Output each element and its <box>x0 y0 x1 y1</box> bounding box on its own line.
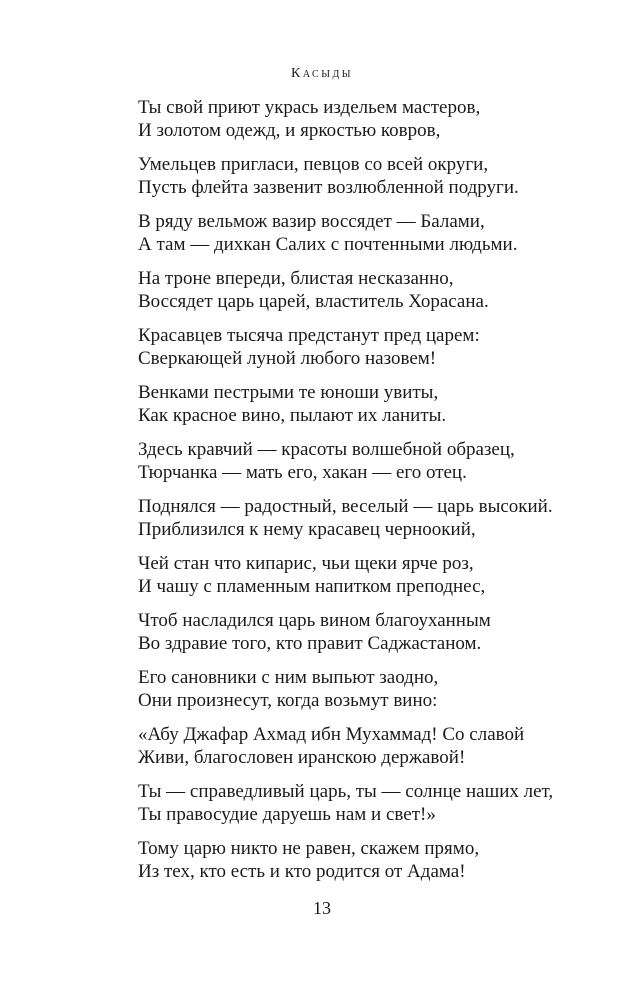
stanza <box>138 381 618 438</box>
page-number: 13 <box>313 898 331 918</box>
stanza <box>138 438 618 495</box>
verse-line: А там — дихкан Салих с почтенными людьми. <box>138 234 518 255</box>
stanza <box>138 267 618 324</box>
stanza <box>138 837 618 894</box>
verse-line: Чей стан что кипарис, чьи щеки ярче роз, <box>138 553 474 574</box>
verse-line: Приблизился к нему красавец черноокий, <box>138 519 476 540</box>
verse-line: И чашу с пламенным напитком преподнес, <box>138 576 486 597</box>
stanza <box>138 723 618 780</box>
verse-line: Во здравие того, кто правит Саджастаном. <box>138 633 482 654</box>
stanza <box>138 153 618 210</box>
poem-text <box>138 96 618 894</box>
verse-line: Поднялся — радостный, веселый — царь высокий. <box>138 496 553 517</box>
stanza <box>138 495 618 552</box>
verse-line: Здесь кравчий — красоты волшебной образец, <box>138 439 515 460</box>
verse-line: Как красное вино, пылают их ланиты. <box>138 405 447 426</box>
verse-line: Из тех, кто есть и кто родится от Адама! <box>138 861 466 882</box>
verse-line: Венками пестрыми те юноши увиты, <box>138 382 439 403</box>
verse-line: Ты свой приют укрась издельем мастеров, <box>138 97 481 118</box>
verse-line: Сверкающей луной любого назовем! <box>138 348 437 369</box>
verse-line: Воссядет царь царей, властитель Хорасана. <box>138 291 489 312</box>
stanza <box>138 552 618 609</box>
stanza <box>138 210 618 267</box>
stanza <box>138 324 618 381</box>
verse-line: Пусть флейта зазвенит возлюбленной подруги. <box>138 177 519 198</box>
verse-line: Красавцев тысяча предстанут пред царем: <box>138 325 480 346</box>
verse-line: Его сановники с ним выпьют заодно, <box>138 667 439 688</box>
verse-line: Чтоб насладился царь вином благоуханным <box>138 610 491 631</box>
verse-line: И золотом одежд, и яркостью ковров, <box>138 120 441 141</box>
verse-line: Они произнесут, когда возьмут вино: <box>138 690 438 711</box>
verse-line: На троне впереди, блистая несказанно, <box>138 268 454 289</box>
stanza <box>138 609 618 666</box>
verse-line: «Абу Джафар Ахмад ибн Мухаммад! Со славой <box>138 724 525 745</box>
stanza <box>138 96 618 153</box>
stanza <box>138 666 618 723</box>
verse-line: Умельцев пригласи, певцов со всей округи, <box>138 154 489 175</box>
verse-line: Ты правосудие даруешь нам и свет!» <box>138 804 436 825</box>
running-head: Касыды <box>291 66 353 81</box>
verse-line: Тюрчанка — мать его, хакан — его отец. <box>138 462 467 483</box>
verse-line: Тому царю никто не равен, скажем прямо, <box>138 838 480 859</box>
verse-line: В ряду вельмож вазир воссядет — Балами, <box>138 211 485 232</box>
verse-line: Живи, благословен иранскою державой! <box>138 747 466 768</box>
stanza <box>138 780 618 837</box>
verse-line: Ты — справедливый царь, ты — солнце наших лет, <box>138 781 554 802</box>
